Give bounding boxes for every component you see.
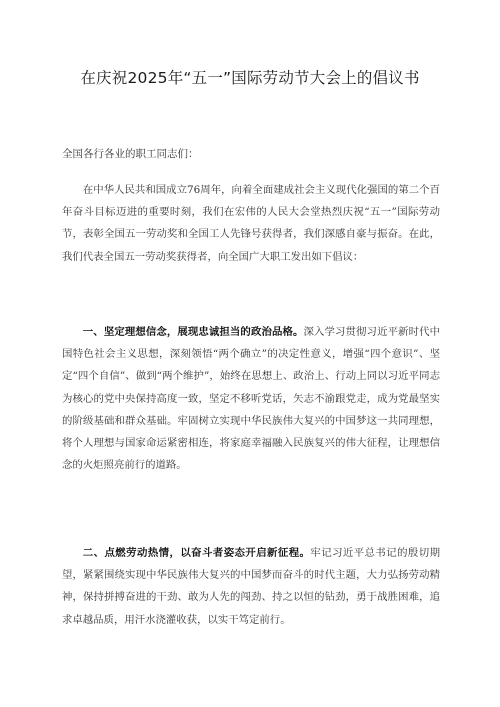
paragraph-point-2 bbox=[62, 542, 440, 631]
paragraph-lead: 一、坚定理想信念，展现忠诚担当的政治品格。 bbox=[82, 326, 304, 338]
paragraph-intro bbox=[62, 179, 440, 268]
paragraph-text: 在中华人民共和国成立76周年，向着全面建成社会主义现代化强国的第二个百年奋斗目标迈进的重要时刻，我们在宏伟的人民大会堂热烈庆祝“五一”国际劳动节，表彰全国五一劳动奖和全国工人先锋号获得者，我们深感自豪与振奋。在此，我们代表全国五一劳动奖获得者，向全国广大职工发出如下倡议： bbox=[62, 184, 440, 263]
document-title: 在庆祝2025年“五一”国际劳动节大会上的倡议书 bbox=[80, 69, 420, 87]
paragraph-text: 深入学习贯彻习近平新时代中国特色社会主义思想，深刻领悟“两个确立”的决定性意义，增强“四个意识”、坚定“四个自信”、做到“两个维护”，始终在思想上、政治上、行动上同以习近平同志为核心的党中央保持高度一致，坚定不移听党话，矢志不渝跟党走，成为党最坚实的阶级基础和群众基础。牢固树立实现中华民族伟大复兴的中国梦这一共同理想，将个人理想与国家命运紧密相连，将家庭幸福融入民族复兴的伟大征程，让理想信念的火炬照亮前行的道路。 bbox=[62, 326, 441, 472]
paragraph-point-1 bbox=[62, 321, 440, 476]
paragraph-lead: 二、点燃劳动热情，以奋斗者姿态开启新征程。 bbox=[82, 547, 311, 559]
paragraph-text: 牢记习近平总书记的殷切期望，紧紧围绕实现中华民族伟大复兴的中国梦而奋斗的时代主题，大力弘扬劳动精神，保持拼搏奋进的干劲、敢为人先的闯劲、持之以恒的钻劲，勇于战胜困难，追求卓越品质，用汗水浇灌收获，以实干笃定前行。 bbox=[62, 547, 440, 626]
salutation: 全国各行各业的职工同志们： bbox=[62, 148, 199, 160]
